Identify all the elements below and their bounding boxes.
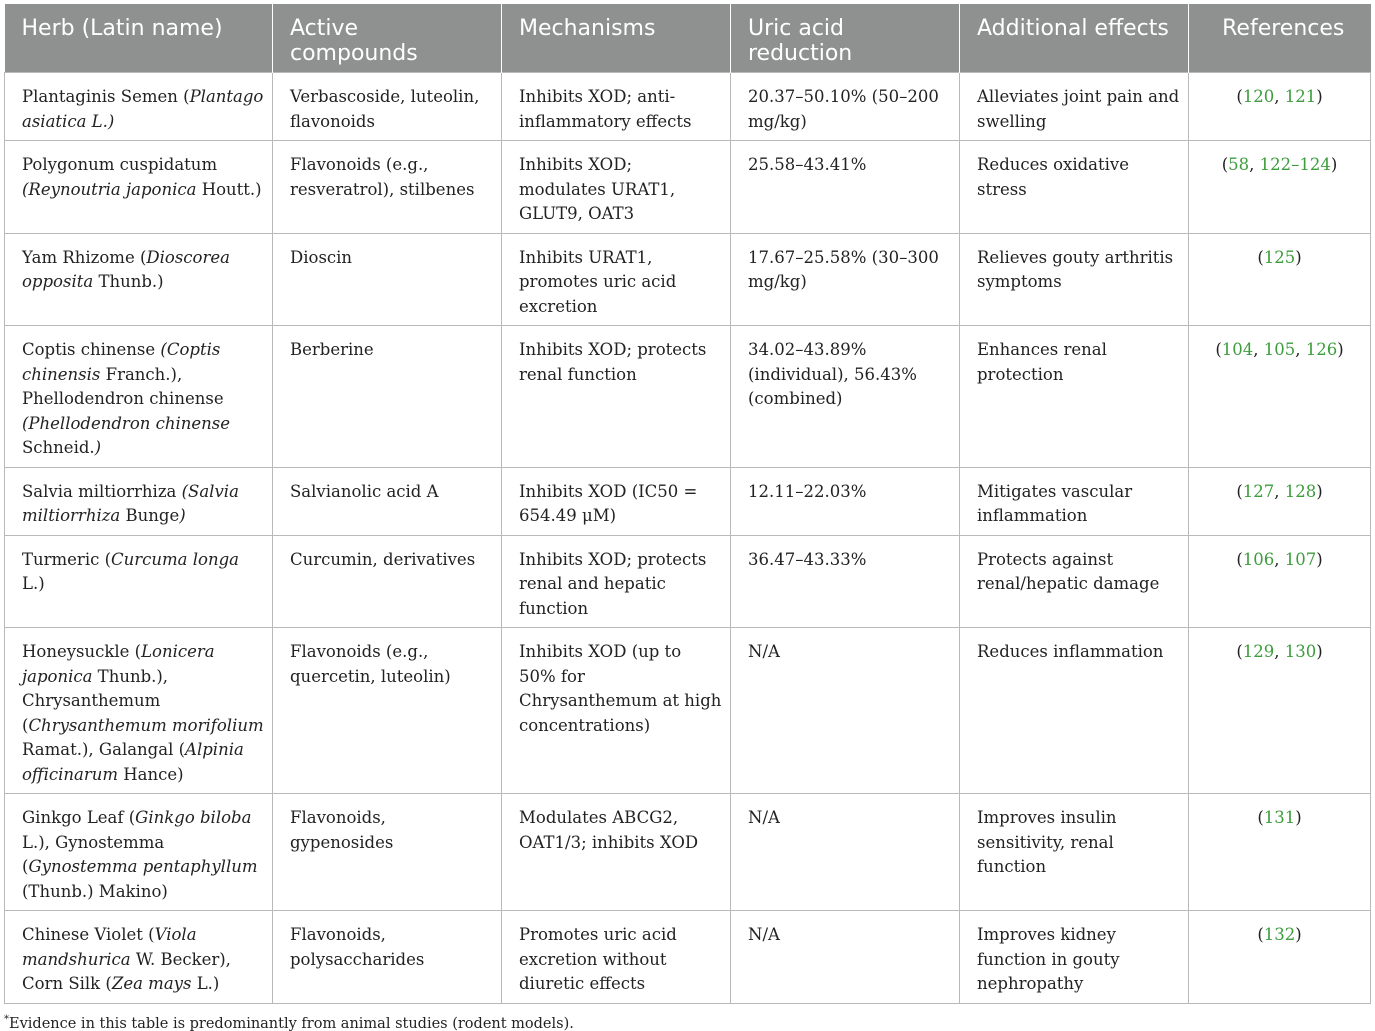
header-effects: Additional effects bbox=[960, 4, 1189, 73]
text-segment: Salvia miltiorrhiza bbox=[22, 482, 182, 501]
cell-references bbox=[1189, 73, 1371, 141]
latin-name: ) bbox=[95, 438, 101, 457]
latin-name: (Salvia miltiorrhiza bbox=[22, 482, 239, 526]
cell-effects: Reduces inflammation bbox=[960, 628, 1189, 794]
latin-name: Curcuma longa bbox=[111, 550, 239, 569]
text-segment: Turmeric ( bbox=[22, 550, 111, 569]
text-segment: ) bbox=[1316, 87, 1322, 106]
cell-compounds: Flavonoids, gypenosides bbox=[273, 794, 502, 911]
reference-link[interactable]: 127 bbox=[1243, 482, 1275, 501]
table-row bbox=[5, 911, 1371, 1004]
text-segment: ) bbox=[1316, 550, 1322, 569]
cell-reduction: 17.67–25.58% (30–300 mg/kg) bbox=[731, 233, 960, 326]
cell-herb bbox=[5, 141, 273, 234]
text-segment: , bbox=[1274, 482, 1285, 501]
cell-effects: Protects against renal/hepatic damage bbox=[960, 535, 1189, 628]
text-segment: Ginkgo Leaf ( bbox=[22, 808, 135, 827]
cell-references bbox=[1189, 535, 1371, 628]
cell-effects: Improves kidney function in gouty nephropathy bbox=[960, 911, 1189, 1004]
text-segment: Hance) bbox=[118, 765, 184, 784]
cell-herb bbox=[5, 628, 273, 794]
reference-link[interactable]: 106 bbox=[1243, 550, 1275, 569]
cell-mechanisms: Inhibits XOD; protects renal function bbox=[502, 326, 731, 468]
cell-effects: Reduces oxidative stress bbox=[960, 141, 1189, 234]
cell-mechanisms: Modulates ABCG2, OAT1/3; inhibits XOD bbox=[502, 794, 731, 911]
text-segment: ( bbox=[1215, 340, 1221, 359]
text-segment: Houtt.) bbox=[202, 180, 262, 199]
table-row bbox=[5, 467, 1371, 535]
cell-effects: Alleviates joint pain and swelling bbox=[960, 73, 1189, 141]
latin-name: ) bbox=[179, 506, 185, 525]
text-segment: , bbox=[1274, 87, 1285, 106]
text-segment: ) bbox=[1295, 925, 1301, 944]
cell-herb bbox=[5, 233, 273, 326]
cell-compounds: Dioscin bbox=[273, 233, 502, 326]
cell-mechanisms: Inhibits XOD; modulates URAT1, GLUT9, OAT3 bbox=[502, 141, 731, 234]
text-segment: ( bbox=[1236, 642, 1242, 661]
text-segment: Schneid. bbox=[22, 438, 95, 457]
latin-name: (Phellodendron chinense bbox=[22, 414, 230, 433]
herb-table bbox=[4, 4, 1371, 1004]
table-row bbox=[5, 628, 1371, 794]
reference-link[interactable]: 125 bbox=[1264, 248, 1296, 267]
text-segment: ( bbox=[1236, 87, 1242, 106]
text-segment: , bbox=[1274, 550, 1285, 569]
cell-mechanisms: Inhibits XOD; protects renal and hepatic function bbox=[502, 535, 731, 628]
latin-name: Chrysanthemum morifolium bbox=[28, 716, 263, 735]
cell-mechanisms: Inhibits URAT1, promotes uric acid excretion bbox=[502, 233, 731, 326]
text-segment: ) bbox=[1337, 340, 1343, 359]
latin-name: Plantago asiatica L.) bbox=[22, 87, 263, 131]
cell-reduction: 25.58–43.41% bbox=[731, 141, 960, 234]
cell-reduction: 20.37–50.10% (50–200 mg/kg) bbox=[731, 73, 960, 141]
cell-herb bbox=[5, 326, 273, 468]
text-segment: L.), Gynostemma ( bbox=[22, 833, 164, 877]
table-footnote bbox=[4, 1014, 1370, 1031]
cell-herb bbox=[5, 73, 273, 141]
text-segment: ( bbox=[1236, 482, 1242, 501]
table-body bbox=[5, 73, 1371, 1004]
reference-link[interactable]: 130 bbox=[1285, 642, 1317, 661]
cell-compounds: Flavonoids (e.g., resveratrol), stilbenes bbox=[273, 141, 502, 234]
text-segment: Franch.), Phellodendron chinense bbox=[22, 365, 224, 409]
cell-compounds: Verbascoside, luteolin, flavonoids bbox=[273, 73, 502, 141]
cell-reduction: 34.02–43.89% (individual), 56.43% (combined) bbox=[731, 326, 960, 468]
cell-herb bbox=[5, 794, 273, 911]
header-row bbox=[5, 4, 1371, 73]
text-segment: ) bbox=[1295, 808, 1301, 827]
text-segment: L.) bbox=[22, 574, 45, 593]
table-row bbox=[5, 535, 1371, 628]
footnote-text: Evidence in this table is predominantly from animal studies (rodent models). bbox=[9, 1015, 574, 1031]
cell-references bbox=[1189, 911, 1371, 1004]
header-references: References bbox=[1189, 4, 1371, 73]
reference-link[interactable]: 132 bbox=[1264, 925, 1296, 944]
reference-link[interactable]: 122–124 bbox=[1260, 155, 1331, 174]
reference-link[interactable]: 121 bbox=[1285, 87, 1317, 106]
latin-name: Zea mays bbox=[112, 974, 192, 993]
cell-references bbox=[1189, 628, 1371, 794]
text-segment: Thunb.), Chrysanthemum ( bbox=[22, 667, 168, 735]
cell-references bbox=[1189, 141, 1371, 234]
text-segment: (Thunb.) Makino) bbox=[22, 882, 168, 901]
cell-herb bbox=[5, 535, 273, 628]
text-segment: , bbox=[1253, 340, 1264, 359]
text-segment: ( bbox=[1257, 925, 1263, 944]
cell-compounds: Flavonoids, polysaccharides bbox=[273, 911, 502, 1004]
text-segment: ) bbox=[1331, 155, 1337, 174]
cell-reduction: N/A bbox=[731, 794, 960, 911]
reference-link[interactable]: 126 bbox=[1306, 340, 1338, 359]
text-segment: Chinese Violet ( bbox=[22, 925, 155, 944]
cell-effects: Mitigates vascular inflammation bbox=[960, 467, 1189, 535]
text-segment: Ramat.), Galangal ( bbox=[22, 740, 185, 759]
cell-references bbox=[1189, 467, 1371, 535]
text-segment: ) bbox=[1295, 248, 1301, 267]
table-container bbox=[4, 4, 1370, 1031]
text-segment: ( bbox=[1257, 808, 1263, 827]
cell-references bbox=[1189, 233, 1371, 326]
reference-link[interactable]: 120 bbox=[1243, 87, 1275, 106]
text-segment: W. Becker), Corn Silk ( bbox=[22, 950, 231, 994]
text-segment: Plantaginis Semen ( bbox=[22, 87, 190, 106]
text-segment: ( bbox=[1222, 155, 1228, 174]
header-mechanisms: Mechanisms bbox=[502, 4, 731, 73]
text-segment: , bbox=[1249, 155, 1260, 174]
footnote-mark: * bbox=[4, 1014, 9, 1025]
cell-reduction: N/A bbox=[731, 628, 960, 794]
latin-name: Lonicera japonica bbox=[22, 642, 215, 686]
table-row bbox=[5, 141, 1371, 234]
cell-effects: Enhances renal protection bbox=[960, 326, 1189, 468]
text-segment: , bbox=[1274, 642, 1285, 661]
latin-name: Gynostemma pentaphyllum bbox=[28, 857, 257, 876]
reference-link[interactable]: 58 bbox=[1228, 155, 1249, 174]
table-row bbox=[5, 326, 1371, 468]
cell-effects: Relieves gouty arthritis symptoms bbox=[960, 233, 1189, 326]
cell-references bbox=[1189, 794, 1371, 911]
latin-name: Viola mandshurica bbox=[22, 925, 197, 969]
text-segment: ( bbox=[1257, 248, 1263, 267]
table-row bbox=[5, 233, 1371, 326]
latin-name: (Coptis chinensis bbox=[22, 340, 220, 384]
text-segment: Bunge bbox=[120, 506, 179, 525]
table-row bbox=[5, 73, 1371, 141]
cell-reduction: N/A bbox=[731, 911, 960, 1004]
text-segment: ) bbox=[1316, 642, 1322, 661]
header-reduction: Uric acid reduction bbox=[731, 4, 960, 73]
cell-compounds: Salvianolic acid A bbox=[273, 467, 502, 535]
latin-name: Dioscorea opposita bbox=[22, 248, 230, 292]
cell-reduction: 36.47–43.33% bbox=[731, 535, 960, 628]
cell-mechanisms: Inhibits XOD; anti-inflammatory effects bbox=[502, 73, 731, 141]
reference-link[interactable]: 131 bbox=[1264, 808, 1296, 827]
text-segment: Yam Rhizome ( bbox=[22, 248, 146, 267]
reference-link[interactable]: 104 bbox=[1222, 340, 1254, 359]
text-segment: Coptis chinense bbox=[22, 340, 160, 359]
cell-herb bbox=[5, 467, 273, 535]
cell-herb bbox=[5, 911, 273, 1004]
latin-name: Alpinia officinarum bbox=[22, 740, 244, 784]
text-segment: , bbox=[1295, 340, 1306, 359]
cell-effects: Improves insulin sensitivity, renal function bbox=[960, 794, 1189, 911]
reference-link[interactable]: 107 bbox=[1285, 550, 1317, 569]
cell-mechanisms: Inhibits XOD (up to 50% for Chrysanthemum at high concentrations) bbox=[502, 628, 731, 794]
text-segment: Polygonum cuspidatum bbox=[22, 155, 217, 174]
cell-compounds: Berberine bbox=[273, 326, 502, 468]
latin-name: (Reynoutria japonica bbox=[22, 180, 202, 199]
cell-mechanisms: Promotes uric acid excretion without diuretic effects bbox=[502, 911, 731, 1004]
table-row bbox=[5, 794, 1371, 911]
text-segment: ) bbox=[1316, 482, 1322, 501]
latin-name: Ginkgo biloba bbox=[135, 808, 251, 827]
text-segment: ( bbox=[1236, 550, 1242, 569]
header-compounds: Active compounds bbox=[273, 4, 502, 73]
cell-compounds: Flavonoids (e.g., quercetin, luteolin) bbox=[273, 628, 502, 794]
header-herb: Herb (Latin name) bbox=[5, 4, 273, 73]
text-segment: Thunb.) bbox=[93, 272, 163, 291]
cell-compounds: Curcumin, derivatives bbox=[273, 535, 502, 628]
cell-mechanisms: Inhibits XOD (IC50 = 654.49 μM) bbox=[502, 467, 731, 535]
text-segment: L.) bbox=[191, 974, 219, 993]
reference-link[interactable]: 129 bbox=[1243, 642, 1275, 661]
cell-reduction: 12.11–22.03% bbox=[731, 467, 960, 535]
cell-references bbox=[1189, 326, 1371, 468]
reference-link[interactable]: 128 bbox=[1285, 482, 1317, 501]
text-segment: Honeysuckle ( bbox=[22, 642, 141, 661]
reference-link[interactable]: 105 bbox=[1264, 340, 1296, 359]
